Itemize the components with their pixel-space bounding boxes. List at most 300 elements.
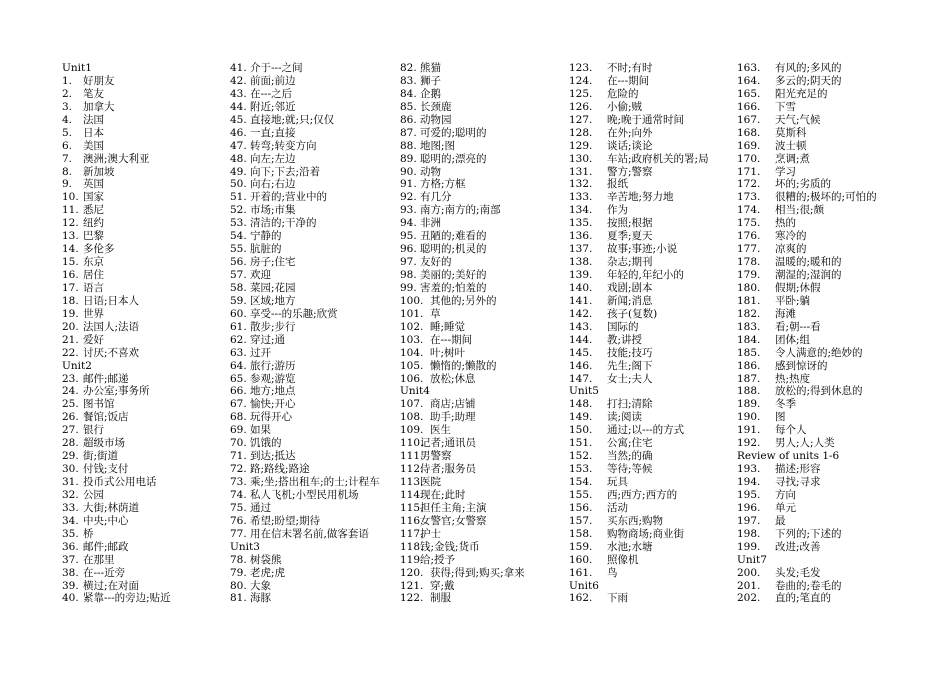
vocab-entry [62, 541, 230, 554]
entry-number: 137. [569, 243, 593, 256]
vocab-entry [230, 476, 398, 489]
vocab-entry [230, 204, 398, 217]
entry-number: 148. [569, 398, 593, 411]
vocab-entry [230, 295, 398, 308]
entry-number: 46. [230, 126, 247, 139]
vocab-entry [62, 191, 230, 204]
entry-number: 106. [400, 372, 424, 385]
vocab-entry [737, 308, 905, 321]
entry-meaning: 到达;抵达 [250, 450, 296, 463]
entry-meaning: 餐馆;饭店 [83, 411, 129, 424]
entry-number: 154. [569, 476, 593, 488]
entry-number: 109. [400, 424, 424, 437]
entry-meaning: 笔友 [83, 87, 104, 100]
entry-number: 107. [400, 398, 424, 411]
entry-number: 110. [400, 437, 424, 450]
vocab-entry [62, 411, 230, 424]
vocab-entry [230, 385, 398, 398]
vocab-entry [737, 204, 905, 217]
entry-number: 164. [737, 74, 761, 87]
vocab-entry [230, 191, 398, 204]
entry-meaning: 动物 [420, 165, 441, 178]
entry-number: 37. [62, 553, 79, 566]
entry-number: 7. [62, 152, 73, 165]
entry-meaning: 孩子(复数) [607, 307, 658, 320]
entry-number: 165. [737, 87, 761, 100]
entry-number: 14. [62, 243, 79, 256]
vocab-entry [400, 502, 568, 515]
vocab-entry [400, 489, 568, 502]
vocab-entry [569, 308, 737, 321]
entry-meaning: 不时;有时 [607, 62, 653, 74]
vocab-entry [569, 269, 737, 282]
entry-meaning: 令人满意的;绝妙的 [775, 346, 863, 359]
vocab-entry [230, 502, 398, 515]
entry-meaning: 巴黎 [83, 230, 104, 243]
vocab-entry [400, 269, 568, 282]
entry-number: 91. [400, 178, 417, 191]
entry-meaning: 描述;形容 [775, 463, 821, 476]
entry-number: 131. [569, 165, 593, 178]
entry-number: 79. [230, 566, 247, 579]
entry-number: 200. [737, 566, 761, 579]
vocab-entry [737, 114, 905, 127]
entry-number: 93. [400, 204, 417, 217]
entry-number: 96. [400, 243, 417, 256]
entry-number: 115. [400, 501, 424, 514]
vocab-entry [737, 62, 905, 75]
vocab-entry [737, 567, 905, 580]
vocab-entry [400, 308, 568, 321]
entry-number: 179. [737, 269, 761, 281]
vocab-entry [62, 567, 230, 580]
entry-number: 128. [569, 126, 593, 139]
entry-number: 44. [230, 100, 247, 113]
vocab-entry [62, 282, 230, 295]
entry-number: 29. [62, 450, 79, 463]
entry-meaning: 通过 [250, 501, 271, 514]
entry-meaning: 国家 [83, 191, 104, 204]
vocab-entry [737, 580, 905, 593]
entry-meaning: 大街;林荫道 [83, 501, 140, 514]
vocab-entry [569, 230, 737, 243]
entry-meaning: 聪明的;漂亮的 [420, 152, 487, 165]
entry-number: 194. [737, 476, 761, 488]
entry-meaning: 在那里 [83, 553, 115, 566]
entry-meaning: 紧靠---的旁边;贴近 [83, 592, 171, 605]
entry-meaning: 害羞的;怕羞的 [420, 281, 487, 294]
entry-number: 5. [62, 126, 73, 139]
entry-number: 181. [737, 294, 761, 307]
vocab-entry [400, 321, 568, 334]
entry-number: 177. [737, 243, 761, 256]
vocab-entry [737, 101, 905, 114]
entry-meaning: 菜园;花园 [250, 281, 296, 294]
entry-number: 39. [62, 579, 79, 592]
entry-number: 53. [230, 217, 247, 230]
entry-number: 24. [62, 385, 79, 398]
vocab-entry [62, 256, 230, 269]
entry-meaning: 每个人 [775, 424, 807, 437]
vocab-entry [737, 269, 905, 282]
entry-meaning: 晚;晚于通常时间 [607, 113, 685, 126]
entry-number: 58. [230, 281, 247, 294]
vocab-entry [230, 282, 398, 295]
entry-number: 186. [737, 359, 761, 372]
vocab-entry [569, 75, 737, 88]
entry-meaning: 买东西;购物 [607, 514, 664, 527]
section-heading: Unit6 [569, 579, 599, 592]
vocab-entry [737, 502, 905, 515]
entry-number: 87. [400, 126, 417, 139]
entry-number: 17. [62, 281, 79, 294]
entry-number: 94. [400, 217, 417, 230]
entry-number: 119. [400, 553, 424, 566]
entry-meaning: 用在信末署名前,做客套语 [250, 527, 369, 540]
entry-number: 88. [400, 139, 417, 152]
entry-meaning: 卷曲的;卷毛的 [775, 579, 842, 592]
entry-number: 20. [62, 320, 79, 333]
entry-meaning: 西;西方;西方的 [607, 488, 678, 501]
vocab-entry [569, 334, 737, 347]
entry-meaning: 很糟的;极坏的;可怕的 [775, 191, 877, 204]
entry-meaning: 市场;市集 [250, 204, 296, 217]
entry-meaning: 冬季 [775, 398, 796, 411]
entry-meaning: 获得;得到;购买;拿来 [430, 566, 525, 579]
entry-meaning: 房子;住宅 [250, 256, 296, 269]
vocab-entry [400, 334, 568, 347]
entry-number: 112. [400, 463, 424, 476]
entry-number: 61. [230, 320, 247, 333]
entry-number: 130. [569, 152, 593, 165]
entry-number: 50. [230, 178, 247, 191]
entry-number: 2. [62, 87, 73, 100]
entry-meaning: 当然;的确 [607, 450, 653, 463]
entry-meaning: 邮件;邮政 [83, 540, 129, 553]
vocab-entry [230, 243, 398, 256]
vocab-entry [737, 88, 905, 101]
entry-meaning: 阳光充足的 [775, 87, 828, 100]
entry-meaning: 读;阅读 [607, 411, 643, 424]
entry-number: 188. [737, 385, 761, 398]
vocab-entry [230, 437, 398, 450]
entry-meaning: 制服 [430, 592, 451, 605]
entry-meaning: 其他的;另外的 [430, 294, 497, 307]
entry-number: 68. [230, 411, 247, 424]
entry-meaning: 清洁的;干净的 [250, 217, 317, 230]
entry-meaning: 辛苦地;努力地 [607, 191, 674, 204]
entry-meaning: 纽约 [83, 217, 104, 230]
vocab-entry [62, 204, 230, 217]
vocab-entry [400, 127, 568, 140]
entry-number: 161. [569, 566, 593, 579]
entry-meaning: 改进;改善 [775, 540, 821, 553]
vocab-entry [569, 62, 737, 75]
vocab-entry [737, 489, 905, 502]
entry-number: 155. [569, 488, 593, 501]
vocab-entry [400, 256, 568, 269]
entry-number: 146. [569, 359, 593, 372]
entry-meaning: 感到惊讶的 [775, 359, 828, 372]
entry-meaning: 故事;事迹;小说 [607, 243, 678, 256]
vocab-entry [230, 347, 398, 360]
entry-meaning: 波士顿 [775, 139, 807, 152]
vocab-entry [569, 567, 737, 580]
vocab-entry [400, 360, 568, 373]
vocab-entry [737, 398, 905, 411]
section-heading: Unit4 [400, 385, 430, 398]
entry-number: 175. [737, 217, 761, 230]
entry-number: 62. [230, 333, 247, 346]
vocab-entry [737, 528, 905, 541]
vocab-entry [230, 88, 398, 101]
entry-meaning: 讨厌;不喜欢 [83, 346, 140, 359]
vocab-entry [569, 528, 737, 541]
entry-meaning: 地方;地点 [250, 385, 296, 398]
vocab-entry [569, 88, 737, 101]
vocab-entry [230, 140, 398, 153]
vocab-entry [737, 191, 905, 204]
entry-meaning: 助手;助理 [430, 411, 476, 424]
vocab-entry [737, 463, 905, 476]
entry-meaning: 报纸 [607, 178, 628, 191]
vocab-entry [569, 166, 737, 179]
entry-number: 3. [62, 100, 73, 113]
entry-number: 111. [400, 450, 424, 463]
entry-meaning: 享受---的乐趣;欣赏 [250, 307, 338, 320]
entry-number: 36. [62, 540, 79, 553]
entry-number: 78. [230, 553, 247, 566]
vocab-entry [62, 554, 230, 567]
entry-number: 25. [62, 398, 79, 411]
vocab-entry [400, 166, 568, 179]
entry-meaning: 鸟 [607, 566, 618, 579]
entry-number: 12. [62, 217, 79, 230]
vocab-entry [230, 592, 398, 605]
entry-number: 185. [737, 346, 761, 359]
entry-number: 92. [400, 191, 417, 204]
entry-meaning: 团体;组 [775, 333, 811, 346]
entry-number: 121. [400, 579, 424, 592]
entry-number: 120. [400, 566, 424, 579]
entry-number: 140. [569, 281, 593, 294]
entry-meaning: 在外;向外 [607, 126, 653, 139]
entry-number: 19. [62, 307, 79, 320]
entry-meaning: 热;热度 [775, 372, 811, 385]
entry-meaning: 介于---之间 [250, 62, 303, 74]
entry-number: 129. [569, 139, 593, 152]
entry-meaning: 愉快;开心 [250, 398, 296, 411]
vocab-entry [62, 385, 230, 398]
entry-meaning: 向左;左边 [250, 152, 296, 165]
entry-number: 32. [62, 488, 79, 501]
entry-meaning: 海豚 [250, 592, 271, 605]
entry-meaning: 熊猫 [420, 62, 441, 74]
entry-number: 123. [569, 62, 593, 74]
entry-meaning: 男警察 [420, 450, 452, 463]
vocab-entry [230, 334, 398, 347]
vocab-entry [400, 554, 568, 567]
entry-number: 67. [230, 398, 247, 411]
entry-number: 40. [62, 592, 79, 605]
entry-number: 160. [569, 553, 593, 566]
vocab-entry [62, 114, 230, 127]
vocab-entry [569, 347, 737, 360]
entry-number: 144. [569, 333, 593, 346]
vocab-entry [569, 114, 737, 127]
entry-meaning: 动物园 [420, 113, 452, 126]
entry-number: 125. [569, 87, 593, 100]
entry-number: 74. [230, 488, 247, 501]
section-heading: Unit7 [737, 553, 767, 566]
entry-meaning: 警方;警察 [607, 165, 653, 178]
entry-meaning: 老虎;虎 [250, 566, 286, 579]
vocab-entry [400, 450, 568, 463]
vocab-entry [400, 398, 568, 411]
vocab-entry [400, 140, 568, 153]
entry-number: 56. [230, 256, 247, 269]
entry-number: 101. [400, 307, 424, 320]
entry-meaning: 好朋友 [83, 74, 115, 87]
vocab-entry [400, 217, 568, 230]
entry-meaning: 英国 [83, 178, 104, 191]
entry-number: 89. [400, 152, 417, 165]
entry-meaning: 下列的;下述的 [775, 527, 842, 540]
entry-meaning: 女士;夫人 [607, 372, 653, 385]
entry-number: 143. [569, 320, 593, 333]
entry-meaning: 技能;技巧 [607, 346, 653, 359]
vocab-entry [400, 178, 568, 191]
vocab-entry [230, 580, 398, 593]
entry-number: 199. [737, 540, 761, 553]
vocab-entry [230, 308, 398, 321]
entry-meaning: 欢迎 [250, 269, 271, 281]
entry-number: 117. [400, 527, 424, 540]
entry-meaning: 区域;地方 [250, 294, 296, 307]
entry-meaning: 日语;日本人 [83, 294, 140, 307]
vocab-entry [400, 295, 568, 308]
entry-meaning: 附近;邻近 [250, 100, 296, 113]
entry-meaning: 天气;气候 [775, 113, 821, 126]
vocab-entry [400, 373, 568, 386]
vocab-entry [230, 127, 398, 140]
entry-number: 182. [737, 307, 761, 320]
entry-meaning: 海滩 [775, 307, 796, 320]
vocab-entry [62, 295, 230, 308]
vocab-entry [737, 217, 905, 230]
entry-meaning: 放松;休息 [430, 372, 476, 385]
entry-meaning: 平卧;躺 [775, 294, 811, 307]
entry-number: 192. [737, 437, 761, 450]
section-heading: Unit3 [230, 540, 260, 553]
entry-meaning: 中央;中心 [83, 514, 129, 527]
entry-meaning: 桥 [83, 527, 94, 540]
vocab-entry [737, 476, 905, 489]
entry-meaning: 如果 [250, 424, 271, 437]
entry-meaning: 新加坡 [83, 165, 115, 178]
entry-meaning: 记者;通讯员 [420, 437, 477, 450]
vocab-entry [569, 101, 737, 114]
vocab-entry [400, 62, 568, 75]
entry-meaning: 商店;店铺 [430, 398, 476, 411]
entry-number: 103. [400, 333, 424, 346]
entry-meaning: 小偷;贼 [607, 100, 643, 113]
entry-number: 54. [230, 230, 247, 243]
vocab-entry [62, 153, 230, 166]
entry-number: 132. [569, 178, 593, 191]
entry-number: 163. [737, 62, 761, 74]
entry-number: 196. [737, 501, 761, 514]
entry-number: 150. [569, 424, 593, 437]
entry-meaning: 路;路线;路途 [250, 463, 310, 476]
vocab-entry [569, 256, 737, 269]
entry-meaning: 作为 [607, 204, 628, 217]
entry-meaning: 饥饿的 [250, 437, 282, 450]
entry-meaning: 打扫;清除 [607, 398, 653, 411]
entry-number: 33. [62, 501, 79, 514]
vocab-entry [737, 411, 905, 424]
vocab-entry [62, 476, 230, 489]
vocab-entry [400, 437, 568, 450]
entry-meaning: 寒冷的 [775, 230, 807, 243]
entry-number: 26. [62, 411, 79, 424]
vocab-entry [737, 178, 905, 191]
vocab-entry [62, 580, 230, 593]
entry-meaning: 公寓;住宅 [607, 437, 653, 450]
entry-meaning: 车站;政府机关的署;局 [607, 152, 709, 165]
entry-meaning: 公园 [83, 488, 104, 501]
entry-number: 127. [569, 113, 593, 126]
vocab-entry [400, 347, 568, 360]
entry-number: 195. [737, 488, 761, 501]
entry-meaning: 热的 [775, 217, 796, 230]
entry-number: 183. [737, 320, 761, 333]
entry-meaning: 私人飞机;小型民用机场 [250, 488, 359, 501]
entry-number: 157. [569, 514, 593, 527]
vocab-entry [62, 437, 230, 450]
vocab-entry [569, 398, 737, 411]
entry-number: 64. [230, 359, 247, 372]
entry-meaning: 国际的 [607, 320, 639, 333]
entry-meaning: 坏的;劣质的 [775, 178, 832, 191]
entry-number: 41. [230, 62, 247, 74]
vocab-entry [62, 269, 230, 282]
vocab-entry [737, 541, 905, 554]
entry-meaning: 爱好 [83, 333, 104, 346]
vocab-entry [230, 528, 398, 541]
entry-meaning: 活动 [607, 501, 628, 514]
vocab-entry [569, 437, 737, 450]
entry-number: 99. [400, 281, 417, 294]
entry-meaning: 在---近旁 [83, 566, 126, 579]
entry-number: 135. [569, 217, 593, 230]
entry-number: 21. [62, 333, 79, 346]
vocab-entry [62, 398, 230, 411]
vocab-entry [569, 463, 737, 476]
entry-number: 4. [62, 113, 73, 126]
vocab-entry [400, 476, 568, 489]
vocab-entry [569, 489, 737, 502]
entry-meaning: 一直;直接 [250, 126, 296, 139]
entry-number: 108. [400, 411, 424, 424]
entry-number: 38. [62, 566, 79, 579]
vocab-entry [62, 502, 230, 515]
entry-number: 83. [400, 74, 417, 87]
vocab-entry [569, 515, 737, 528]
entry-meaning: 医生 [430, 424, 451, 437]
entry-meaning: 方向 [775, 488, 796, 501]
entry-meaning: 横过;在对面 [83, 579, 140, 592]
